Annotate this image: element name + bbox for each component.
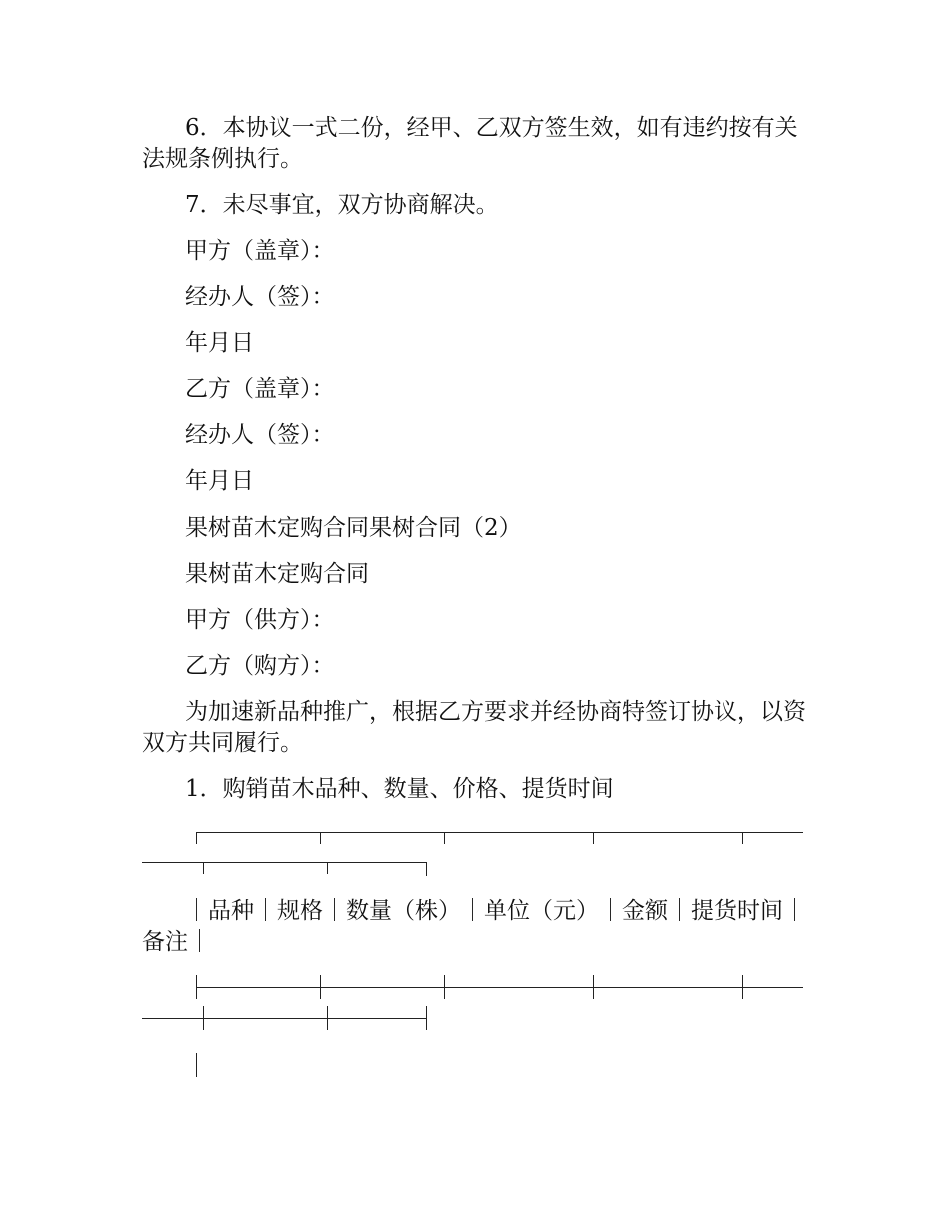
clause-7: 7．未尽事宜，双方协商解决。 <box>185 192 499 218</box>
date-b-label: 年月日 <box>185 468 254 494</box>
contract-title: 果树苗木定购合同 <box>185 561 369 587</box>
item-1-heading: 1．购销苗木品种、数量、价格、提货时间 <box>185 776 614 802</box>
clause-6: 6．本协议一式二份，经甲、乙双方签生效，如有违约按有关法规条例执行。 <box>142 115 798 172</box>
supplier-label: 甲方（供方）： <box>185 607 335 633</box>
agent-b-sign-label: 经办人（签）： <box>185 422 335 448</box>
party-a-seal-label: 甲方（盖章）： <box>185 238 335 264</box>
intro-paragraph: 为加速新品种推广，根据乙方要求并经协商特签订协议，以资双方共同履行。 <box>142 699 806 756</box>
table-header-row: ｜品种｜规格｜数量（株）｜单位（元）｜金额｜提货时间｜备注｜ <box>142 898 806 955</box>
agent-a-sign-label: 经办人（签）： <box>185 284 335 310</box>
date-a-label: 年月日 <box>185 330 254 356</box>
buyer-label: 乙方（购方）： <box>185 653 335 679</box>
table-row-start-bar <box>196 1053 197 1077</box>
section-heading: 果树苗木定购合同果树合同（2） <box>185 515 522 541</box>
party-b-seal-label: 乙方（盖章）： <box>185 376 335 402</box>
